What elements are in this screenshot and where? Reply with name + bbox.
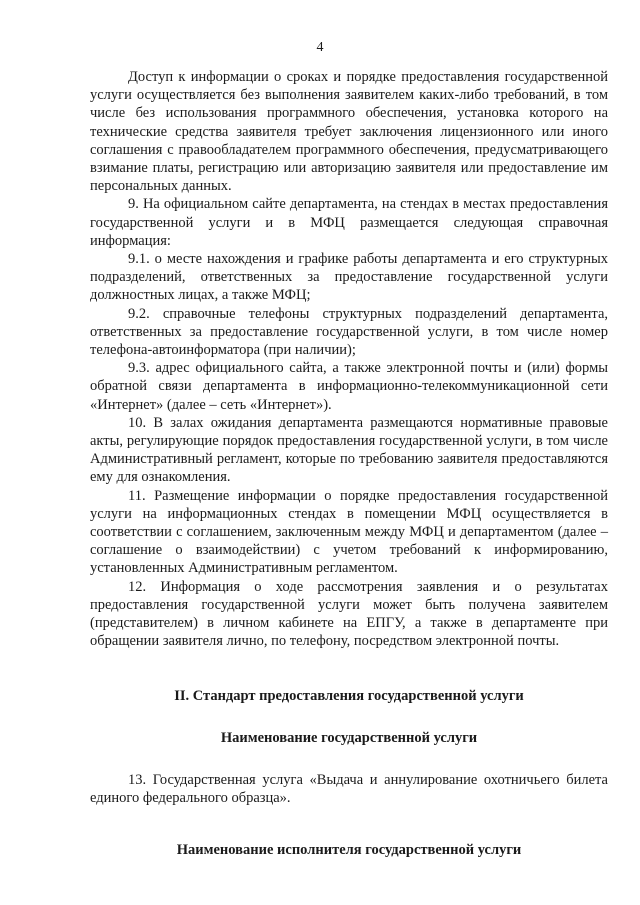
paragraph-11: 11. Размещение информации о порядке предоставления государственной услуги на информационных стендах в помещении МФЦ осуществляется в соответствии с соглашением, заключенным между МФЦ и департаментом (далее – соглашение о взаимодействии) с учетом требований к информированию, установленных Административным регламентом. [90,487,608,577]
section-heading: II. Стандарт предоставления государственной услуги [174,687,524,704]
page-number: 4 [316,40,324,55]
document-body [90,68,608,860]
paragraph-9: 9. На официальном сайте департамента, на стендах в местах предоставления государственной услуги и в МФЦ размещается следующая справочная информация: [90,196,608,249]
paragraph-access-info: Доступ к информации о сроках и порядке предоставления государственной услуги осуществляется без выполнения заявителем каких-либо требований, в том числе без использования программного обеспечения, установка которого на технические средства заявителя требует заключения лицензионного или иного соглашения с правообладателем программного обеспечения, предусматривающего взимание платы, регистрацию или авторизацию заявителя или предоставление им персональных данных. [90,69,608,195]
paragraph-12: 12. Информация о ходе рассмотрения заявления и о результатах предоставления государственной услуги может быть получена заявителем (представителем) в личном кабинете на ЕПГУ, а также в департаменте при обращении заявителя лично, по телефону, посредством электронной почты. [90,578,608,650]
paragraph-10: 10. В залах ожидания департамента размещаются нормативные правовые акты, регулирующие порядок предоставления государственной услуги, в том числе Административный регламент, которые по требованию заявителя предоставляются ему для ознакомления. [90,414,608,486]
paragraph-9-3: 9.3. адрес официального сайта, а также электронной почты и (или) формы обратной связи департамента в информационно-телекоммуникационной сети «Интернет» (далее – сеть «Интернет»). [90,360,608,413]
subheading-service-name: Наименование государственной услуги [220,729,478,746]
subheading-executor: Наименование исполнителя государственной услуги [176,842,522,859]
paragraph-13: 13. Государственная услуга «Выдача и аннулирование охотничьего билета единого федерального образца». [90,771,608,807]
paragraph-9-1: 9.1. о месте нахождения и графике работы департамента и его структурных подразделений, ответственных за предоставление государственной услуги должностных лицах, а также МФЦ; [90,251,608,304]
paragraph-9-2: 9.2. справочные телефоны структурных подразделений департамента, ответственных за предоставление государственной услуги, в том числе номер телефона-автоинформатора (при наличии); [90,305,608,359]
